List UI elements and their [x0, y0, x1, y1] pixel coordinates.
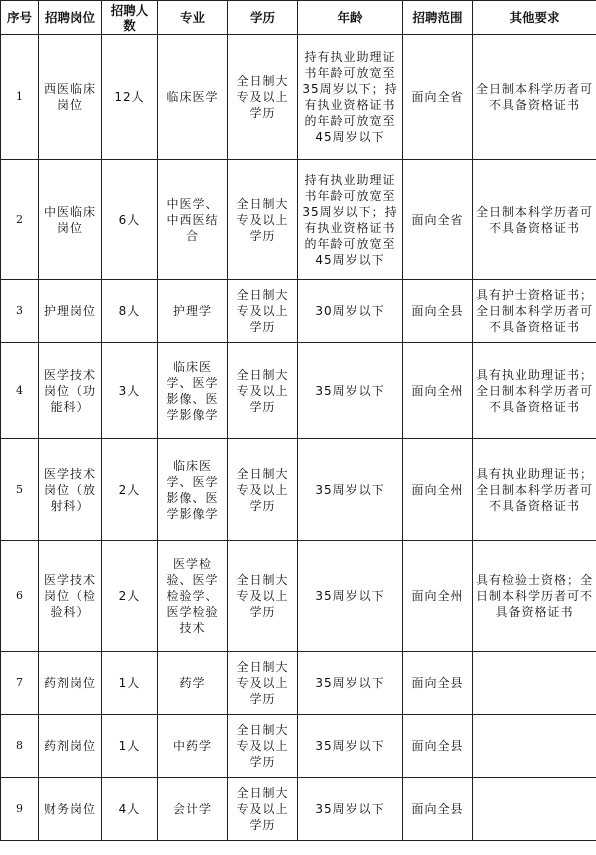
table-row: [1, 541, 596, 652]
table-row: [1, 652, 596, 715]
cell-count: 8人: [102, 280, 158, 343]
cell-seq: 9: [1, 778, 39, 841]
cell-position: 药剂岗位: [39, 715, 102, 778]
cell-count: 2人: [102, 541, 158, 652]
cell-count: 1人: [102, 652, 158, 715]
cell-position: 医学技术岗位（检验科）: [39, 541, 102, 652]
table-row: [1, 343, 596, 439]
cell-count: 2人: [102, 439, 158, 541]
cell-position: 护理岗位: [39, 280, 102, 343]
cell-age: 持有执业助理证书年龄可放宽至35周岁以下；持有执业资格证书的年龄可放宽至45周岁以下: [298, 35, 403, 160]
header-position: 招聘岗位: [39, 1, 102, 35]
cell-scope: 面向全县: [403, 280, 473, 343]
cell-scope: 面向全县: [403, 715, 473, 778]
cell-seq: 3: [1, 280, 39, 343]
cell-education: 全日制大专及以上学历: [228, 280, 298, 343]
cell-other: 具有护士资格证书；全日制本科学历者可不具备资格证书: [473, 280, 596, 343]
cell-major: 会计学: [158, 778, 228, 841]
table-header-row: [1, 1, 596, 35]
cell-major: 药学: [158, 652, 228, 715]
cell-age: 35周岁以下: [298, 343, 403, 439]
cell-seq: 2: [1, 160, 39, 280]
cell-education: 全日制大专及以上学历: [228, 715, 298, 778]
cell-other: [473, 652, 596, 715]
cell-position: 中医临床岗位: [39, 160, 102, 280]
cell-position: 财务岗位: [39, 778, 102, 841]
cell-major: 医学检验、医学检验学、医学检验技术: [158, 541, 228, 652]
cell-other: 具有检验士资格；全日制本科学历者可不具备资格证书: [473, 541, 596, 652]
cell-scope: 面向全省: [403, 35, 473, 160]
cell-major: 临床医学、医学影像、医学影像学: [158, 343, 228, 439]
cell-seq: 6: [1, 541, 39, 652]
cell-age: 35周岁以下: [298, 541, 403, 652]
cell-major: 临床医学、医学影像、医学影像学: [158, 439, 228, 541]
cell-education: 全日制大专及以上学历: [228, 160, 298, 280]
header-scope: 招聘范围: [403, 1, 473, 35]
header-other: 其他要求: [473, 1, 596, 35]
cell-education: 全日制大专及以上学历: [228, 541, 298, 652]
cell-count: 3人: [102, 343, 158, 439]
cell-major: 临床医学: [158, 35, 228, 160]
cell-scope: 面向全省: [403, 160, 473, 280]
cell-count: 4人: [102, 778, 158, 841]
cell-scope: 面向全县: [403, 778, 473, 841]
cell-age: 持有执业助理证书年龄可放宽至35周岁以下；持有执业资格证书的年龄可放宽至45周岁以下: [298, 160, 403, 280]
cell-major: 中医学、中西医结合: [158, 160, 228, 280]
cell-seq: 8: [1, 715, 39, 778]
cell-education: 全日制大专及以上学历: [228, 778, 298, 841]
cell-scope: 面向全州: [403, 343, 473, 439]
cell-other: 全日制本科学历者可不具备资格证书: [473, 160, 596, 280]
cell-scope: 面向全县: [403, 652, 473, 715]
cell-other: 具有执业助理证书；全日制本科学历者可不具备资格证书: [473, 343, 596, 439]
table-row: [1, 439, 596, 541]
cell-scope: 面向全州: [403, 439, 473, 541]
cell-seq: 7: [1, 652, 39, 715]
cell-education: 全日制大专及以上学历: [228, 652, 298, 715]
table-row: [1, 715, 596, 778]
cell-other: 具有执业助理证书；全日制本科学历者可不具备资格证书: [473, 439, 596, 541]
cell-position: 医学技术岗位（功能科）: [39, 343, 102, 439]
cell-count: 12人: [102, 35, 158, 160]
cell-age: 35周岁以下: [298, 715, 403, 778]
cell-age: 35周岁以下: [298, 778, 403, 841]
cell-age: 35周岁以下: [298, 439, 403, 541]
cell-major: 护理学: [158, 280, 228, 343]
cell-seq: 4: [1, 343, 39, 439]
cell-position: 西医临床岗位: [39, 35, 102, 160]
table-row: [1, 35, 596, 160]
cell-other: [473, 778, 596, 841]
cell-education: 全日制大专及以上学历: [228, 439, 298, 541]
cell-other: [473, 715, 596, 778]
header-age: 年龄: [298, 1, 403, 35]
cell-education: 全日制大专及以上学历: [228, 343, 298, 439]
table-row: [1, 778, 596, 841]
cell-seq: 1: [1, 35, 39, 160]
cell-other: 全日制本科学历者可不具备资格证书: [473, 35, 596, 160]
cell-seq: 5: [1, 439, 39, 541]
cell-count: 1人: [102, 715, 158, 778]
cell-position: 药剂岗位: [39, 652, 102, 715]
header-major: 专业: [158, 1, 228, 35]
cell-age: 30周岁以下: [298, 280, 403, 343]
cell-scope: 面向全州: [403, 541, 473, 652]
cell-position: 医学技术岗位（放射科）: [39, 439, 102, 541]
table-row: [1, 280, 596, 343]
table-row: [1, 160, 596, 280]
cell-major: 中药学: [158, 715, 228, 778]
header-count: 招聘人数: [102, 1, 158, 35]
header-education: 学历: [228, 1, 298, 35]
cell-count: 6人: [102, 160, 158, 280]
cell-age: 35周岁以下: [298, 652, 403, 715]
cell-education: 全日制大专及以上学历: [228, 35, 298, 160]
header-seq: 序号: [1, 1, 39, 35]
